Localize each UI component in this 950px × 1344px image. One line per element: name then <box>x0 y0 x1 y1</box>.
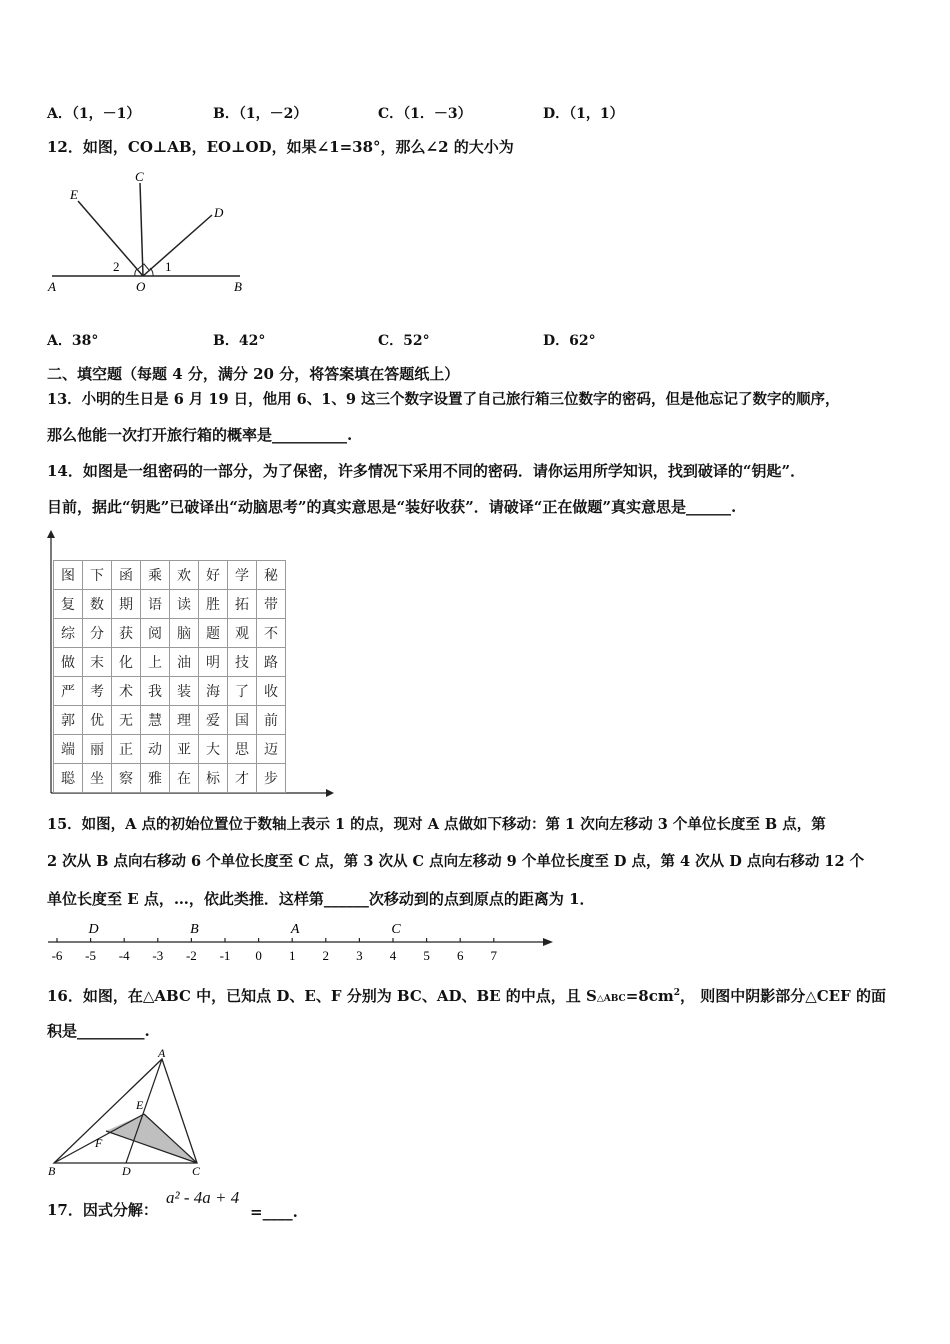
grid-cell: 做 <box>54 648 83 677</box>
label-2: 2 <box>113 259 120 274</box>
tick-label: -4 <box>118 948 130 963</box>
ray-od <box>143 215 212 276</box>
grid-cell: 爱 <box>199 706 228 735</box>
grid-cell: 严 <box>54 677 83 706</box>
tick-label: -5 <box>85 948 97 963</box>
q12-option-b: B．42° <box>213 333 266 349</box>
q17-formula: a² - 4a + 4 <box>166 1188 240 1207</box>
q16-triangle-figure <box>40 1043 220 1178</box>
label-b: B <box>48 1164 56 1178</box>
q11-option-c: C．（1．－3） <box>378 106 472 122</box>
grid-cell: 思 <box>228 735 257 764</box>
q16-text-a: 16．如图，在△ABC 中，已知点 D、E、F 分别为 BC、AD、BE 的中点，且 S <box>47 987 597 1005</box>
grid-cell: 路 <box>257 648 286 677</box>
ray-oc <box>140 183 143 276</box>
grid-cell: 胜 <box>199 590 228 619</box>
tick-label: 5 <box>423 948 430 963</box>
grid-cell: 在 <box>170 764 199 793</box>
q15-line-3: 单位长度至 E 点，…，依此类推．这样第______次移动到的点到原点的距离为 1． <box>47 890 595 908</box>
q16-line-1 <box>47 983 886 1009</box>
grid-cell: 明 <box>199 648 228 677</box>
grid-cell: 语 <box>141 590 170 619</box>
angle-1-arc <box>150 268 153 276</box>
tick-label: 4 <box>389 948 397 963</box>
grid-cell: 动 <box>141 735 170 764</box>
q12-question: 12．如图，CO⊥AB，EO⊥OD，如果∠1=38°，那么∠2 的大小为 <box>47 138 514 156</box>
q16-subscript: △ABC <box>596 994 626 1004</box>
grid-row <box>54 706 286 735</box>
q17-answer-blank: =____. <box>250 1203 298 1221</box>
grid-cell: 亚 <box>170 735 199 764</box>
grid-cell: 带 <box>257 590 286 619</box>
tick-label: 6 <box>456 948 464 963</box>
grid-cell: 数 <box>83 590 112 619</box>
q15-line-1: 15．如图，A 点的初始位置位于数轴上表示 1 的点，现对 A 点做如下移动：第 1 次向左移动 3 个单位长度至 B 点，第 <box>47 816 826 833</box>
q11-option-a: A．（1，－1） <box>47 106 141 122</box>
grid-cell: 读 <box>170 590 199 619</box>
grid-row <box>54 677 286 706</box>
tick-label: 2 <box>322 948 330 963</box>
label-d: D <box>214 205 224 220</box>
grid-cell: 步 <box>257 764 286 793</box>
grid-cell: 标 <box>199 764 228 793</box>
label-f: F <box>95 1136 103 1150</box>
grid-row <box>54 764 286 793</box>
grid-cell: 才 <box>228 764 257 793</box>
grid-cell: 端 <box>54 735 83 764</box>
grid-row <box>54 735 286 764</box>
grid-cell: 优 <box>83 706 112 735</box>
grid-row <box>54 561 286 590</box>
point-label-c: C <box>391 922 401 937</box>
q12-option-d: D．62° <box>543 333 596 349</box>
grid-cell: 获 <box>112 619 141 648</box>
tick-label: -1 <box>219 948 231 963</box>
tick-label: 1 <box>288 948 296 963</box>
point-layer <box>88 922 402 937</box>
q12-angle-figure <box>40 165 260 300</box>
tick-label: 3 <box>356 948 363 963</box>
grid-cell: 迈 <box>257 735 286 764</box>
label-c: C <box>192 1164 201 1178</box>
angle-2-arc <box>135 269 137 276</box>
q16-text-c: ， 则图中阴影部分△CEF 的面 <box>679 987 886 1005</box>
tick-label: -3 <box>152 948 164 963</box>
y-axis-arrow-icon <box>47 530 55 538</box>
grid-cell: 乘 <box>141 561 170 590</box>
label-d: D <box>122 1164 131 1178</box>
grid-cell: 阅 <box>141 619 170 648</box>
grid-cell: 上 <box>141 648 170 677</box>
grid-cell: 术 <box>112 677 141 706</box>
grid-cell: 学 <box>228 561 257 590</box>
grid-cell: 图 <box>54 561 83 590</box>
grid-cell: 聪 <box>54 764 83 793</box>
x-axis-arrow-icon <box>326 789 334 797</box>
cipher-grid <box>53 560 286 793</box>
grid-cell: 大 <box>199 735 228 764</box>
grid-cell: 装 <box>170 677 199 706</box>
q17-prefix: 17．因式分解： <box>47 1201 158 1219</box>
grid-cell: 复 <box>54 590 83 619</box>
grid-cell: 正 <box>112 735 141 764</box>
grid-cell: 不 <box>257 619 286 648</box>
section-2-title: 二、填空题（每题 4 分，满分 20 分，将答案填在答题纸上） <box>47 365 460 383</box>
tick-label: 7 <box>490 948 498 963</box>
grid-cell: 函 <box>112 561 141 590</box>
q14-line-2: 目前，据此“钥匙”已破译出“动脑思考”的真实意思是“装好收获”．请破译“正在做题”真实意思是______. <box>47 498 737 516</box>
label-o: O <box>136 279 146 294</box>
label-e: E <box>136 1098 144 1112</box>
label-c: C <box>135 169 144 184</box>
q16-line-2: 积是_________. <box>47 1022 150 1040</box>
grid-cell: 期 <box>112 590 141 619</box>
grid-cell: 收 <box>257 677 286 706</box>
grid-cell: 了 <box>228 677 257 706</box>
q14-line-1: 14．如图是一组密码的一部分，为了保密，许多情况下采用不同的密码．请你运用所学知识，找到破译的“钥匙”． <box>47 462 806 480</box>
grid-cell: 好 <box>199 561 228 590</box>
q11-option-b: B．（1，－2） <box>213 106 308 122</box>
grid-cell: 油 <box>170 648 199 677</box>
grid-cell: 秘 <box>257 561 286 590</box>
grid-cell: 末 <box>83 648 112 677</box>
grid-cell: 下 <box>83 561 112 590</box>
grid-cell: 察 <box>112 764 141 793</box>
grid-cell: 技 <box>228 648 257 677</box>
grid-cell: 拓 <box>228 590 257 619</box>
grid-cell: 考 <box>83 677 112 706</box>
grid-cell: 理 <box>170 706 199 735</box>
point-label-b: B <box>190 922 199 937</box>
grid-row <box>54 590 286 619</box>
grid-cell: 海 <box>199 677 228 706</box>
q12-option-a: A．38° <box>47 333 99 349</box>
grid-cell: 题 <box>199 619 228 648</box>
ray-oe <box>78 201 143 276</box>
grid-cell: 综 <box>54 619 83 648</box>
label-1: 1 <box>165 259 172 274</box>
grid-cell: 坐 <box>83 764 112 793</box>
grid-cell: 郭 <box>54 706 83 735</box>
label-a: A <box>48 279 56 294</box>
label-b: B <box>234 279 242 294</box>
grid-row <box>54 619 286 648</box>
grid-cell: 脑 <box>170 619 199 648</box>
q15-line-2: 2 次从 B 点向右移动 6 个单位长度至 C 点，第 3 次从 C 点向左移动 9 个单位长度至 D 点，第 4 次从 D 点向右移动 12 个 <box>47 853 865 870</box>
grid-row <box>54 648 286 677</box>
grid-cell: 无 <box>112 706 141 735</box>
q16-text-b: =8cm <box>625 987 674 1005</box>
q16-superscript: 2 <box>673 988 680 998</box>
point-label-d: D <box>88 922 99 937</box>
grid-cell: 欢 <box>170 561 199 590</box>
grid-cell: 分 <box>83 619 112 648</box>
grid-cell: 我 <box>141 677 170 706</box>
grid-cell: 观 <box>228 619 257 648</box>
label-e: E <box>70 187 78 202</box>
tick-label: -6 <box>51 948 63 963</box>
q13-line-1: 13．小明的生日是 6 月 19 日，他用 6、1、9 这三个数字设置了自己旅行箱三位数字的密码，但是他忘记了数字的顺序， <box>47 391 840 408</box>
q15-number-line <box>40 915 560 970</box>
grid-cell: 丽 <box>83 735 112 764</box>
label-a: A <box>158 1046 166 1060</box>
tick-label: -2 <box>185 948 197 963</box>
axis-arrow-icon <box>543 938 553 946</box>
q13-line-2: 那么他能一次打开旅行箱的概率是__________. <box>47 426 353 444</box>
grid-cell: 前 <box>257 706 286 735</box>
grid-cell: 雅 <box>141 764 170 793</box>
tick-label: 0 <box>255 948 262 963</box>
grid-cell: 化 <box>112 648 141 677</box>
q11-option-d: D．（1，1） <box>543 106 624 122</box>
grid-cell: 国 <box>228 706 257 735</box>
q12-option-c: C．52° <box>378 333 430 349</box>
point-label-a: A <box>290 922 300 937</box>
grid-cell: 慧 <box>141 706 170 735</box>
